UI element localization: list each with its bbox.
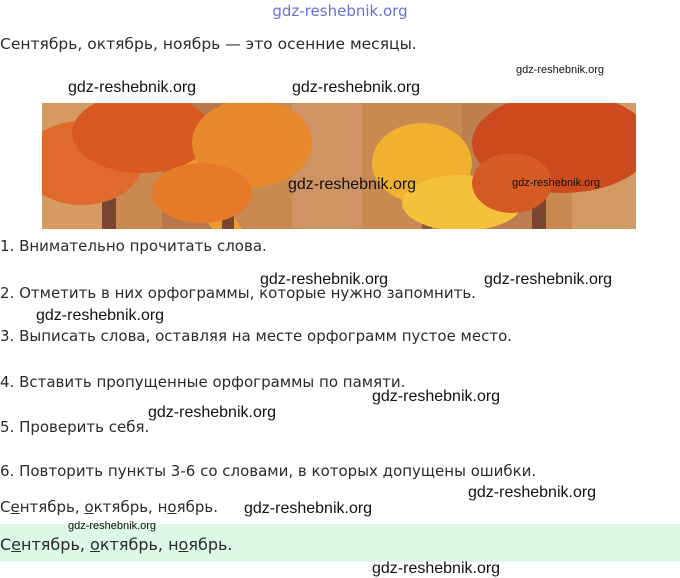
watermark: gdz-reshebnik.org	[292, 79, 421, 96]
intro-sentence: Сентябрь, октябрь, ноябрь — это осенние месяцы.	[0, 35, 417, 53]
answer-line-part: о	[178, 535, 189, 554]
watermark: gdz-reshebnik.org	[372, 560, 501, 577]
answer-line-part: ктябрь,	[99, 535, 169, 554]
words-line-part: о	[84, 498, 94, 516]
watermark: gdz-reshebnik.org	[288, 176, 417, 193]
watermark: gdz-reshebnik.org	[260, 271, 389, 288]
answer-line-part: ябрь.	[188, 535, 233, 554]
words-line-part: ктябрь,	[93, 498, 158, 516]
autumn-illustration	[42, 103, 636, 229]
words-line-part: о	[167, 498, 177, 516]
watermark: gdz-reshebnik.org	[468, 484, 597, 501]
step-2: 2. Отметить в них орфограммы, которые нужно запомнить.	[0, 284, 476, 302]
site-header[interactable]: gdz-reshebnik.org	[272, 2, 408, 20]
watermark: gdz-reshebnik.org	[148, 404, 277, 421]
answer-line-part: о	[90, 535, 100, 554]
step-3: 3. Выписать слова, оставляя на месте орфограмм пустое место.	[0, 327, 513, 345]
answer-line-part: н	[168, 535, 179, 554]
step-6: 6. Повторить пункты 3-6 со словами, в которых допущены ошибки.	[0, 462, 537, 480]
watermark: gdz-reshebnik.org	[244, 500, 373, 517]
watermark: gdz-reshebnik.org	[484, 271, 613, 288]
watermark: gdz-reshebnik.org	[512, 177, 601, 189]
answer-line	[0, 535, 233, 554]
step-4: 4. Вставить пропущенные орфограммы по памяти.	[0, 373, 406, 391]
words-line-part: н	[157, 498, 168, 516]
watermark: gdz-reshebnik.org	[68, 79, 197, 96]
words-line-part: е	[10, 498, 20, 516]
words-line-part: С	[0, 498, 11, 516]
step-1: 1. Внимательно прочитать слова.	[0, 237, 267, 255]
words-line	[0, 498, 218, 516]
answer-line-part: е	[11, 535, 22, 554]
watermark: gdz-reshebnik.org	[68, 520, 157, 532]
words-line-part: ябрь.	[176, 498, 219, 516]
answer-line-part: С	[0, 535, 12, 554]
step-5: 5. Проверить себя.	[0, 418, 150, 436]
words-line-part: нтябрь,	[19, 498, 85, 516]
watermark: gdz-reshebnik.org	[372, 388, 501, 405]
watermark: gdz-reshebnik.org	[516, 64, 605, 76]
watermark: gdz-reshebnik.org	[36, 307, 165, 324]
answer-line-part: нтябрь,	[21, 535, 91, 554]
